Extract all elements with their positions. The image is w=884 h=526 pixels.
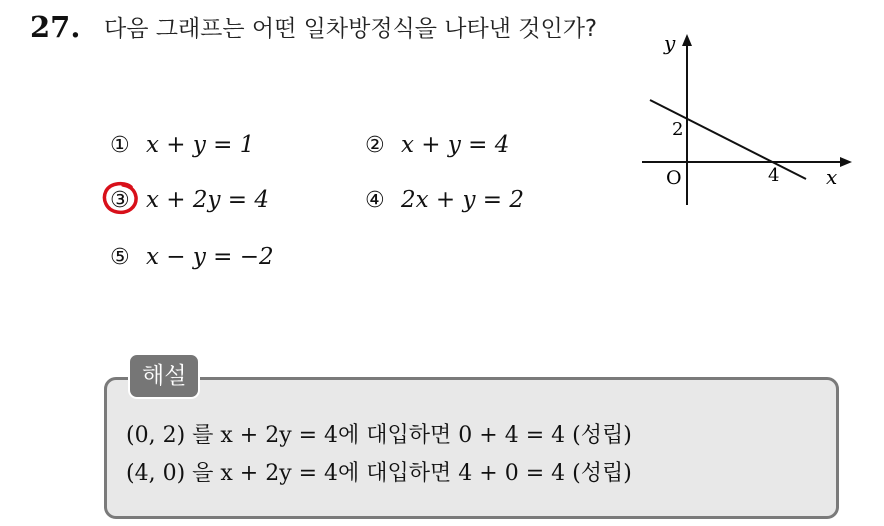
x-axis-arrow-icon [840,157,852,167]
x-axis-label: x [826,165,838,189]
choice-5-label: ⑤ [110,245,130,270]
choice-3-label: ③ [110,188,130,213]
choice-1-equation: x + y = 1 [146,132,255,158]
choice-4-label: ④ [365,188,385,213]
y-axis-label: y [664,31,676,55]
solution-tag: 해설 [128,353,200,399]
choice-5[interactable] [110,244,274,270]
solution-line-2: (4, 0) 을 x + 2y = 4에 대입하면 4 + 0 = 4 (성립) [126,461,632,486]
linear-graph [636,20,856,215]
choice-5-equation: x − y = −2 [146,244,274,270]
choice-3-equation: x + 2y = 4 [146,187,270,213]
question-number: 27. [30,10,81,44]
y-intercept-label: 2 [672,119,684,140]
choice-2-equation: x + y = 4 [401,132,510,158]
solution-line-1: (0, 2) 를 x + 2y = 4에 대입하면 0 + 4 = 4 (성립) [126,423,632,448]
x-intercept-label: 4 [768,165,780,186]
choice-2-label: ② [365,133,385,158]
choice-1[interactable] [110,132,254,158]
choice-4-equation: 2x + y = 2 [401,187,525,213]
choice-2[interactable] [365,132,509,158]
question-text: 다음 그래프는 어떤 일차방정식을 나타낸 것인가? [104,16,598,42]
choice-3[interactable] [110,187,269,213]
origin-label: O [666,167,682,189]
choice-4[interactable] [365,187,524,213]
choice-1-label: ① [110,133,130,158]
y-axis-arrow-icon [682,34,692,46]
